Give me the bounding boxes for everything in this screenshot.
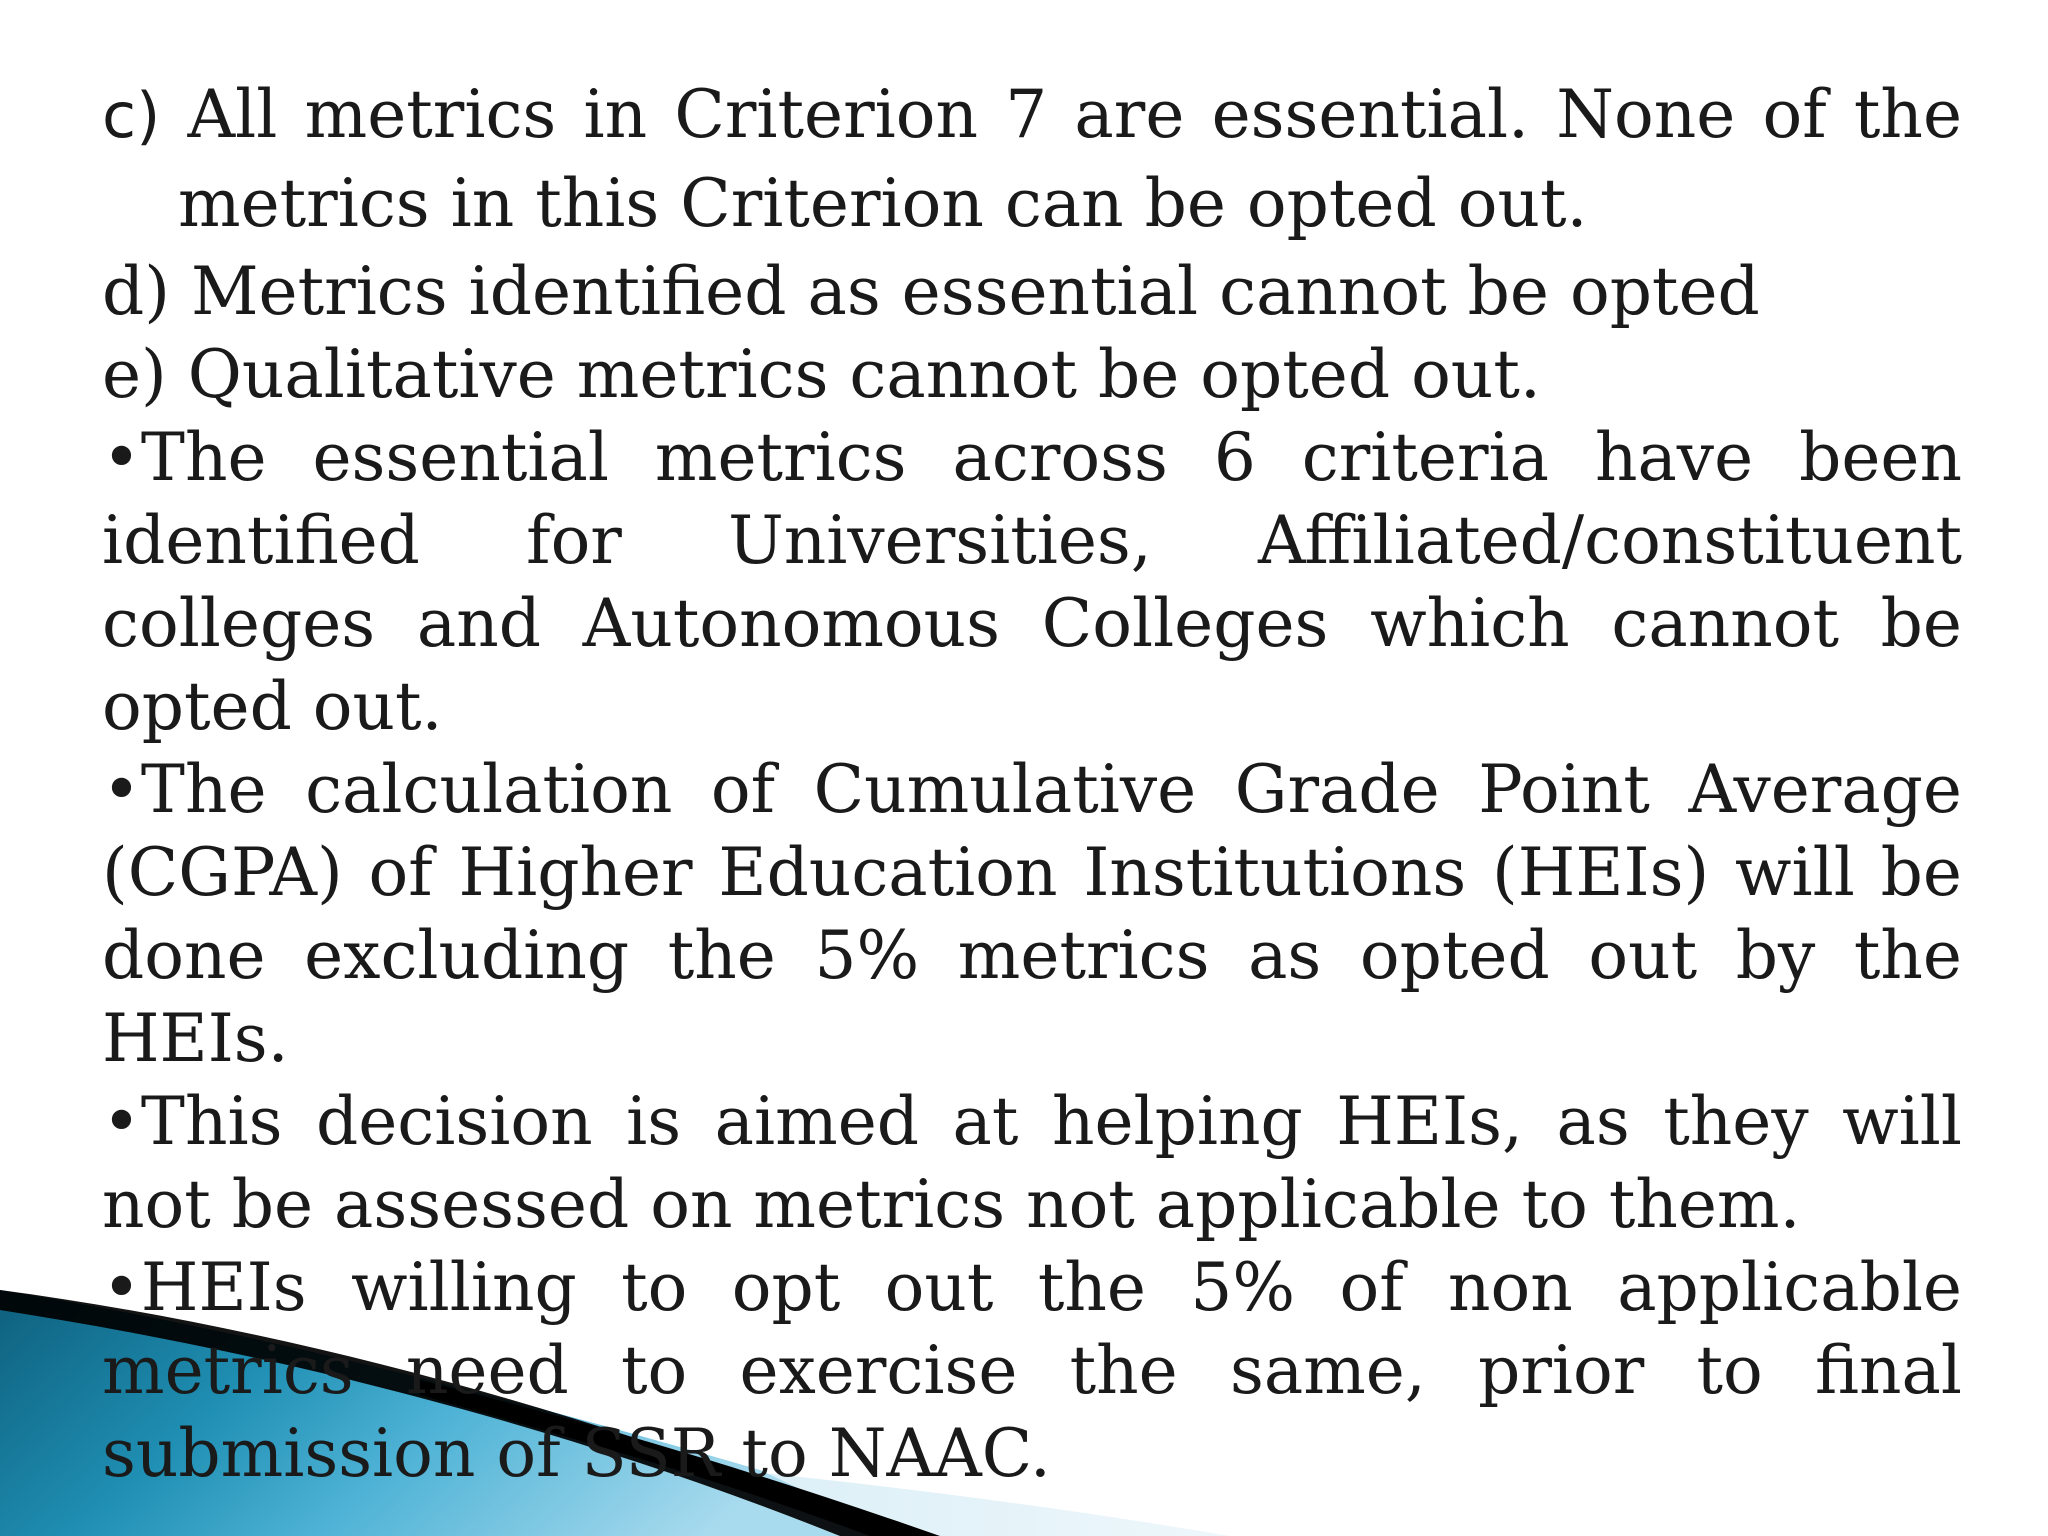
bullet-text: •This decision is aimed at helping HEIs, as they will not be assessed on metrics not applicable to them. (102, 1083, 1962, 1243)
list-item-e: e) Qualitative metrics cannot be opted out. (102, 336, 1541, 413)
list-item-c-continuation: metrics in this Criterion can be opted out. (178, 165, 1588, 242)
bullet-text: •The essential metrics across 6 criteria have been identified for Universities, Affiliated/constituent colleges and Autonomous Colleges which cannot be opted out. (102, 419, 1962, 745)
bullet-paragraph-opt-out (102, 1246, 1962, 1495)
bullet-paragraph-decision (102, 1080, 1962, 1246)
list-item-c (102, 72, 1962, 158)
list-marker-c: c) (102, 79, 161, 152)
bullet-text: •HEIs willing to opt out the 5% of non applicable metrics need to exercise the same, prior to final submission of SSR to NAAC. (102, 1249, 1962, 1492)
slide-body (102, 72, 1962, 1495)
bullet-paragraph-cgpa (102, 748, 1962, 1080)
list-item-d: d) Metrics identified as essential cannot be opted (102, 253, 1760, 330)
bullet-paragraph-essential-metrics (102, 416, 1962, 748)
bullet-text: •The calculation of Cumulative Grade Point Average (CGPA) of Higher Education Institutions (HEIs) will be done excluding the 5% metrics as opted out by the HEIs. (102, 751, 1962, 1077)
list-item-c-text: All metrics in Criterion 7 are essential. None of the (187, 76, 1962, 153)
